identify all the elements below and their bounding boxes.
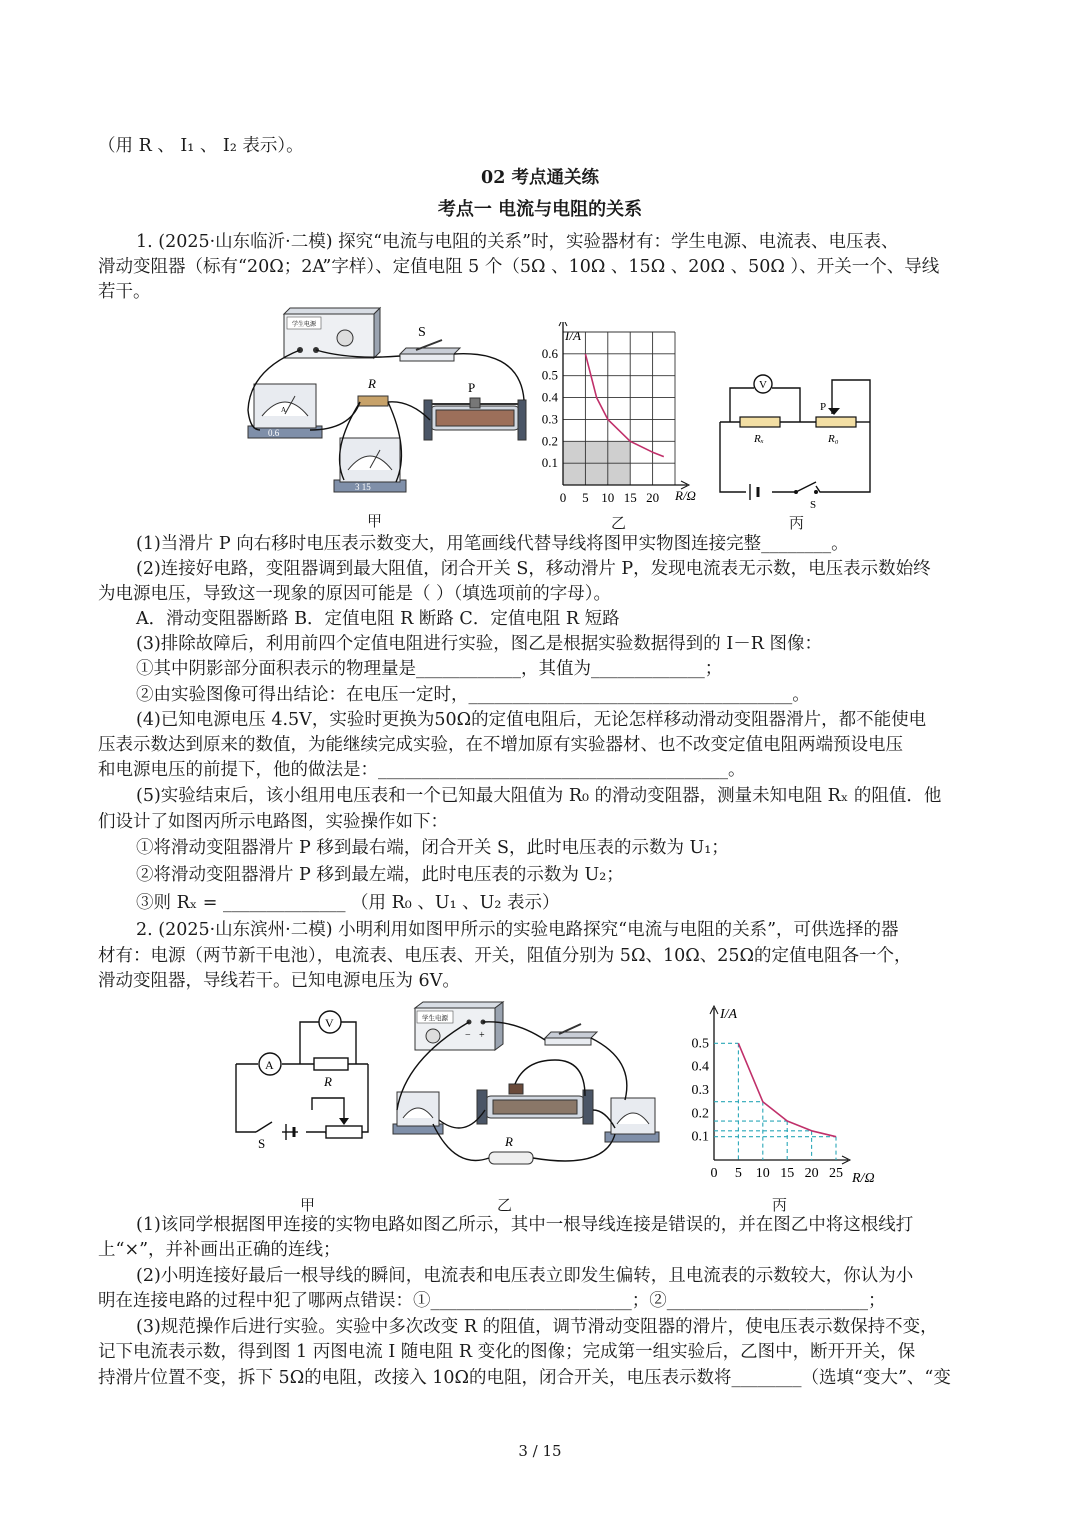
text-line: 为电源电压，导致这一现象的原因可能是（ ）（填选项前的字母）。: [98, 584, 612, 604]
y-tick-label: 0.5: [541, 367, 558, 383]
x-axis-label: R/Ω: [675, 488, 696, 503]
voltmeter-tick-label: 3 15: [355, 482, 371, 492]
fixed-resistor: [358, 376, 388, 406]
voltmeter: [334, 438, 406, 492]
figure-2-apparatus: [385, 1000, 670, 1180]
switch-s-label: S: [258, 1136, 266, 1151]
caption-jia-1: 甲: [367, 512, 383, 530]
resistor-label: R: [368, 376, 376, 391]
text-line: (3)排除故障后，利用前四个定值电阻进行实验，图乙是根据实验数据得到的 I－R 图像：: [136, 634, 823, 654]
y-tick-label: 0.4: [541, 389, 558, 405]
text-line: (4)已知电源电压 4.5V，实验时更换为50Ω的定值电阻后，无论怎样移动滑动变阻器滑片，都不能使电: [136, 710, 927, 730]
text-line: 压表示数达到原来的数值，为能继续完成实验，在不增加原有实验器材、也不改变定值电阻两端预设电压: [98, 735, 903, 755]
y-tick-label: 0.4: [691, 1059, 709, 1075]
plus-sign: +: [479, 1030, 485, 1041]
power-supply: [415, 1002, 503, 1050]
figure-1-apparatus: [240, 300, 540, 500]
chart-2-i-r: [676, 1002, 891, 1187]
x-tick-label: 5: [734, 1166, 742, 1181]
x-tick-label: 0: [710, 1166, 718, 1181]
resistor-r: [489, 1134, 533, 1164]
switch: [400, 325, 460, 361]
voltmeter-symbol: V: [325, 1016, 334, 1030]
text-line: ③则 Rₓ = ______________ （用 R₀ 、U₁ 、U₂ 表示）: [136, 893, 560, 913]
caption-bing-1: 丙: [789, 514, 805, 532]
supply-label: 学生电源: [291, 322, 317, 328]
text-line: 若干。: [98, 282, 151, 302]
x-tick-label: 20: [646, 490, 660, 505]
x-tick-label: 20: [804, 1166, 819, 1181]
text-line: 滑动变阻器（标有“20Ω；2A”字样）、定值电阻 5 个（5Ω 、10Ω 、15Ω 、20Ω 、50Ω ）、开关一个、导线: [98, 257, 940, 277]
text-line: ①其中阴影部分面积表示的物理量是____________，其值为_____________；: [136, 659, 723, 679]
y-tick-label: 0.3: [541, 411, 558, 427]
options-line: A．滑动变阻器断路 B．定值电阻 R 断路 C．定值电阻 R 短路: [136, 609, 620, 629]
caption-yi-2: 乙: [497, 1196, 513, 1214]
slider-label: P: [468, 380, 476, 395]
rheostat: [424, 380, 526, 440]
text-line: 记下电流表示数，得到图 1 丙图电流 I 随电阻 R 变化的图像；完成第一组实验后，乙图中，断开开关，保: [98, 1342, 916, 1362]
y-tick-label: 0.3: [691, 1083, 709, 1098]
text-line: 明在连接电路的过程中犯了哪两点错误：①_______________________；②_______________________；: [98, 1291, 886, 1311]
topic-title: 考点一 电流与电阻的关系: [437, 199, 643, 220]
x-axis-label: R/Ω: [852, 1171, 875, 1186]
y-axis-label: I/A: [720, 1007, 738, 1022]
y-tick-label: 0.2: [691, 1106, 709, 1122]
text-line: (1)该同学根据图甲连接的实物电路如图乙所示，其中一根导线连接是错误的，并在图乙中将这根线打: [136, 1215, 914, 1235]
question-2-line: 2. (2025·山东滨州·二模) 小明利用如图甲所示的实验电路探究“电流与电阻的关系”，可供选择的器: [136, 920, 899, 940]
caption-yi-1: 乙: [611, 514, 627, 532]
x-tick-label: 15: [780, 1166, 795, 1181]
rheostat: [477, 1084, 593, 1124]
ammeter: [605, 1098, 659, 1142]
text-line: (1)当滑片 P 向右移时电压表示数变大，用笔画线代替导线将图甲实物图连接完整________。: [136, 534, 849, 554]
y-axis-label: I/A: [565, 328, 581, 343]
ammeter-symbol: A: [265, 1058, 274, 1072]
text-line: 上“×”，并补画出正确的连线；: [98, 1240, 341, 1260]
text-line: 持滑片位置不变，拆下 5Ω的电阻，改接入 10Ω的电阻，闭合开关，电压表示数将________（选填“变大”、“变: [98, 1368, 951, 1388]
y-tick-label: 0.1: [691, 1129, 709, 1145]
text-line: ①将滑动变阻器滑片 P 移到最右端，闭合开关 S，此时电压表的示数为 U₁；: [136, 838, 729, 858]
text-line: ②将滑动变阻器滑片 P 移到最左端，此时电压表的示数为 U₂；: [136, 865, 624, 885]
resistor-r-label: R: [324, 1074, 332, 1089]
slider-p-label: P: [820, 401, 827, 413]
text-line: (2)小明连接好最后一根导线的瞬间，电流表和电压表立即发生偏转，且电流表的示数较大，你认为小: [136, 1266, 914, 1286]
x-tick-label: 10: [755, 1166, 770, 1181]
x-tick-label: 15: [623, 490, 637, 505]
caption-bing-2: 丙: [772, 1196, 788, 1214]
ammeter-tick-label: 0.6: [268, 428, 280, 438]
x-tick-label: 5: [582, 490, 589, 505]
text-line: 滑动变阻器，导线若干。已知电源电压为 6V。: [98, 971, 460, 991]
switch: [545, 1024, 597, 1045]
text-line: （用 R 、 I₁ 、 I₂ 表示）。: [98, 136, 304, 156]
y-tick-label: 0.1: [541, 455, 558, 471]
rheostat: [326, 1126, 362, 1138]
page-number: 3 / 15: [518, 1442, 562, 1460]
y-tick-label: 0.5: [691, 1036, 709, 1052]
text-line: (3)规范操作后进行实验。实验中多次改变 R 的阻值，调节滑动变阻器的滑片，使电压表示数保持不变，: [136, 1317, 938, 1337]
x-tick-label: 25: [829, 1166, 843, 1181]
question-1-line: 1. (2025·山东临沂·二模) 探究“电流与电阻的关系”时，实验器材有：学生电源、电流表、电压表、: [136, 232, 899, 252]
ammeter-letter: A: [281, 406, 287, 414]
text-line: 材有：电源（两节新干电池），电流表、电压表、开关，阻值分别为 5Ω、10Ω、25Ω的定值电阻各一个，: [98, 946, 912, 966]
figure-2-circuit: [228, 1002, 378, 1152]
text-line: 和电源电压的前提下，他的做法是：________________________________________。: [98, 760, 746, 780]
caption-jia-2: 甲: [300, 1196, 316, 1214]
text-line: 们设计了如图丙所示电路图，实验操作如下：: [98, 812, 448, 832]
y-tick-label: 0.2: [541, 433, 558, 449]
switch-label: S: [418, 325, 426, 340]
section-title: 02 考点通关练: [481, 168, 599, 188]
minus-sign: −: [465, 1030, 471, 1041]
supply-label: 学生电源: [422, 1015, 448, 1022]
switch-s-label: S: [810, 499, 817, 510]
resistor-rx: [740, 417, 780, 427]
r0-label: R₀: [828, 433, 839, 445]
rheostat-r0: [816, 417, 856, 427]
x-tick-label: 0: [559, 490, 567, 505]
x-tick-label: 10: [601, 490, 615, 505]
text-line: ②由实验图像可得出结论：在电压一定时，_____________________________________。: [136, 685, 810, 705]
resistor-r-label: R: [505, 1134, 513, 1149]
text-line: (5)实验结束后，该小组用电压表和一个已知最大阻值为 R₀ 的滑动变阻器，测量未知电阻 Rₓ 的阻值．他: [136, 786, 942, 806]
text-line: (2)连接好电路，变阻器调到最大阻值，闭合开关 S，移动滑片 P，发现电流表无示数，电压表示数始终: [136, 559, 931, 579]
figure-1-circuit: [712, 368, 882, 510]
resistor-r: [314, 1058, 348, 1070]
rx-label: Rₓ: [754, 433, 764, 445]
chart-1-i-r: [525, 322, 720, 512]
y-tick-label: 0.6: [541, 345, 558, 361]
voltmeter-symbol: V: [759, 379, 767, 391]
